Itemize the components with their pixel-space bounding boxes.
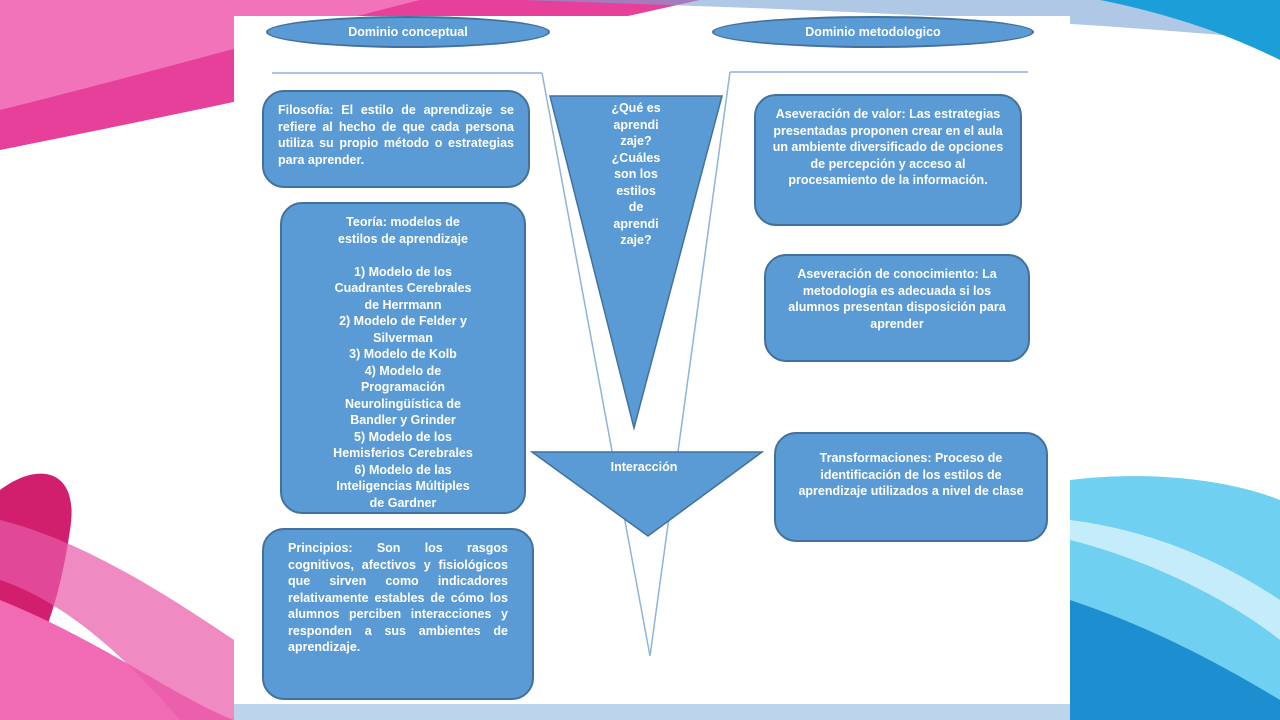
interaccion-label: Interacción bbox=[610, 460, 678, 474]
teoria-line: Cuadrantes Cerebrales bbox=[334, 281, 472, 295]
question-label bbox=[590, 100, 682, 249]
transformaciones-box: Transformaciones: Proceso de identificación de los estilos de aprendizaje utilizados a nivel de clase bbox=[774, 432, 1048, 542]
question-line: aprendi bbox=[613, 216, 659, 231]
teoria-line: 1) Modelo de los bbox=[354, 264, 452, 279]
question-line: ¿Qué es bbox=[611, 101, 661, 115]
teoria-line: Teoría: modelos de bbox=[346, 215, 460, 229]
teoria-line: Hemisferios Cerebrales bbox=[333, 446, 473, 460]
teoria-line: Silverman bbox=[373, 330, 433, 345]
teoria-line: Programación bbox=[360, 380, 446, 394]
filosofia-box: Filosofía: El estilo de aprendizaje se refiere al hecho de que cada persona utiliza su propio método o estrategias para aprender. bbox=[262, 90, 530, 188]
question-line: ¿Cuáles bbox=[611, 150, 661, 165]
diagram-canvas bbox=[234, 16, 1070, 704]
teoria-line: Bandler y Grinder bbox=[350, 413, 456, 427]
teoria-box bbox=[280, 202, 526, 514]
teoria-line: 4) Modelo de bbox=[364, 363, 442, 378]
teoria-line: 3) Modelo de Kolb bbox=[349, 347, 457, 361]
teoria-line: de Herrmann bbox=[364, 297, 442, 312]
question-line: de bbox=[628, 200, 644, 214]
question-line: zaje? bbox=[620, 134, 652, 148]
question-line: aprendi bbox=[613, 117, 659, 132]
question-line: zaje? bbox=[620, 233, 652, 247]
question-line: estilos bbox=[616, 183, 656, 198]
teoria-line: Neurolingüística de bbox=[345, 396, 461, 411]
question-line: son los bbox=[614, 167, 658, 181]
aseveracion-conocimiento-box: Aseveración de conocimiento: La metodología es adecuada si los alumnos presentan disposición para aprender bbox=[764, 254, 1030, 362]
teoria-line: 6) Modelo de las bbox=[354, 462, 452, 477]
aseveracion-valor-box: Aseveración de valor: Las estrategias presentadas proponen crear en el aula un ambiente diversificado de opciones de percepción y acceso al procesamiento de la información. bbox=[754, 94, 1022, 226]
teoria-line bbox=[288, 247, 518, 264]
teoria-line: Inteligencias Múltiples bbox=[336, 479, 470, 493]
teoria-line: estilos de aprendizaje bbox=[338, 231, 468, 246]
header-dominio-metodologico: Dominio metodologico bbox=[712, 16, 1034, 48]
teoria-line: de Gardner bbox=[369, 495, 437, 510]
teoria-line: 5) Modelo de los bbox=[354, 429, 452, 444]
teoria-line: 2) Modelo de Felder y bbox=[339, 314, 467, 328]
principios-box: Principios: Son los rasgos cognitivos, afectivos y fisiológicos que sirven como indicadores relativamente estables de cómo los alumnos perciben interacciones y responden a sus ambientes de aprendizaje. bbox=[262, 528, 534, 700]
header-dominio-conceptual: Dominio conceptual bbox=[266, 16, 550, 48]
